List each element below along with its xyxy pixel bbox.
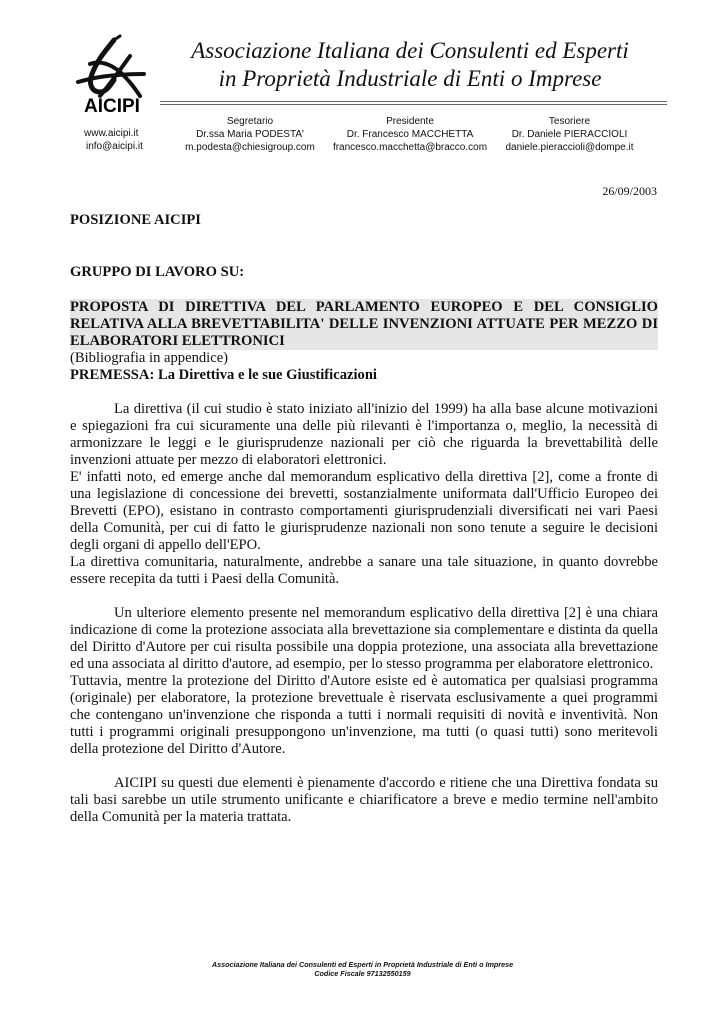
footer-organization: Associazione Italiana dei Consulenti ed Esperti in Proprietà Industriale di Enti o Imprese: [211, 960, 514, 969]
paragraph: La direttiva comunitaria, naturalmente, andrebbe a sanare una tale situazione, in quanto dovrebbe essere recepita da tutti i Paesi della Comunità.: [70, 554, 658, 587]
proposal-title: PROPOSTA DI DIRETTIVA DEL PARLAMENTO EUROPEO E DEL CONSIGLIO RELATIVA ALLA BREVETTABILITA' DELLE INVENZIONI ATTUATE PER MEZZO DI ELABORATORI ELETTRONICI: [70, 299, 658, 349]
email-link[interactable]: info@aicipi.it: [86, 141, 143, 152]
working-group-heading: GRUPPO DI LAVORO SU:: [70, 264, 245, 280]
officer-role: Presidente: [386, 116, 434, 127]
paragraph: Tuttavia, mentre la protezione del Diritto d'Autore esiste ed è automatica per qualsiasi programma (originale) per elaboratore, la protezione brevettuale è riservata esclusivamente a quei programmi che contengano un'invenzione che risponda a tutti i normali requisiti di novità e inventività. Non tutti i programmi originali presuppongono un'invenzione, ma tutti (o quasi tutti) sono meritevoli della protezione del Diritto d'Autore.: [70, 673, 658, 757]
page-footer: [0, 960, 725, 978]
officer-treasurer: [497, 115, 642, 154]
officer-secretary: [180, 115, 320, 154]
organization-title-line-2: in Proprietà Industriale di Enti o Imprese: [218, 66, 602, 91]
officer-email-link[interactable]: francesco.macchetta@bracco.com: [332, 142, 488, 153]
officer-role: Segretario: [226, 116, 274, 127]
officer-name: Dr. Daniele PIERACCIOLI: [511, 129, 628, 140]
document-body: [70, 212, 658, 826]
bibliography-note: (Bibliografia in appendice): [70, 350, 229, 366]
organization-title: [150, 37, 670, 93]
officer-email-link[interactable]: daniele.pieraccioli@dompe.it: [505, 142, 634, 153]
position-heading: POSIZIONE AICIPI: [70, 212, 201, 228]
officer-role: Tesoriere: [548, 116, 591, 127]
paragraph: Un ulteriore elemento presente nel memorandum esplicativo della direttiva [2] è una chiara indicazione di come la protezione associata alla brevettazione sia complementare e distinta da quella del Diritto d'Autore per cui risulta possibile una doppia protezione, una associata alla brevettazione ed una associata al diritto d'autore, ad esempio, per lo stesso programma per elaboratore elettronico.: [70, 605, 658, 672]
organization-title-line-1: Associazione Italiana dei Consulenti ed Esperti: [191, 38, 629, 63]
document-date: 26/09/2003: [602, 184, 657, 198]
title-divider: [160, 101, 667, 102]
logo-wordmark: AICIPI: [84, 96, 140, 117]
paragraph: La direttiva (il cui studio è stato iniziato all'inizio del 1999) ha alla base alcune motivazioni e spiegazioni fra cui sicuramente una delle più rilevanti è l'importanza o, meglio, la necessità di armonizzare le leggi e le giurisprudenze nazionali per ciò che riguarda la brevettabilità delle invenzioni attuate per mezzo di elaboratori elettronici.: [70, 401, 658, 468]
footer-fiscal-code: Codice Fiscale 97132550159: [314, 969, 411, 978]
paragraph: E' infatti noto, ed emerge anche dal memorandum esplicativo della direttiva [2], come a fronte di una legislazione di concessione dei brevetti, sostanzialmente uniformata dall'Ufficio Europeo dei Brevetti (EPO), esistano in contrasto comportamenti giurisprudenziali diversificati nei vari Paesi della Comunità, per cui di fatto le giurisprudenze nazionali non sono tenute a seguire le decisioni degli organi di appello dell'EPO.: [70, 469, 658, 553]
officer-president: [330, 115, 490, 154]
officer-name: Dr. Francesco MACCHETTA: [346, 129, 474, 140]
officer-email-link[interactable]: m.podesta@chiesigroup.com: [185, 142, 315, 153]
officer-name: Dr.ssa Maria PODESTA': [196, 129, 304, 140]
title-divider-secondary: [160, 104, 667, 105]
paragraph: AICIPI su questi due elementi è pienamente d'accordo e ritiene che una Direttiva fondata su tali basi sarebbe un utile strumento unificante e chiarificatore a breve e medio termine nell'ambito della Comunità per la materia trattata.: [70, 775, 658, 825]
premessa-heading: PREMESSA: La Direttiva e le sue Giustificazioni: [70, 367, 377, 383]
website-link[interactable]: www.aicipi.it: [84, 128, 139, 139]
